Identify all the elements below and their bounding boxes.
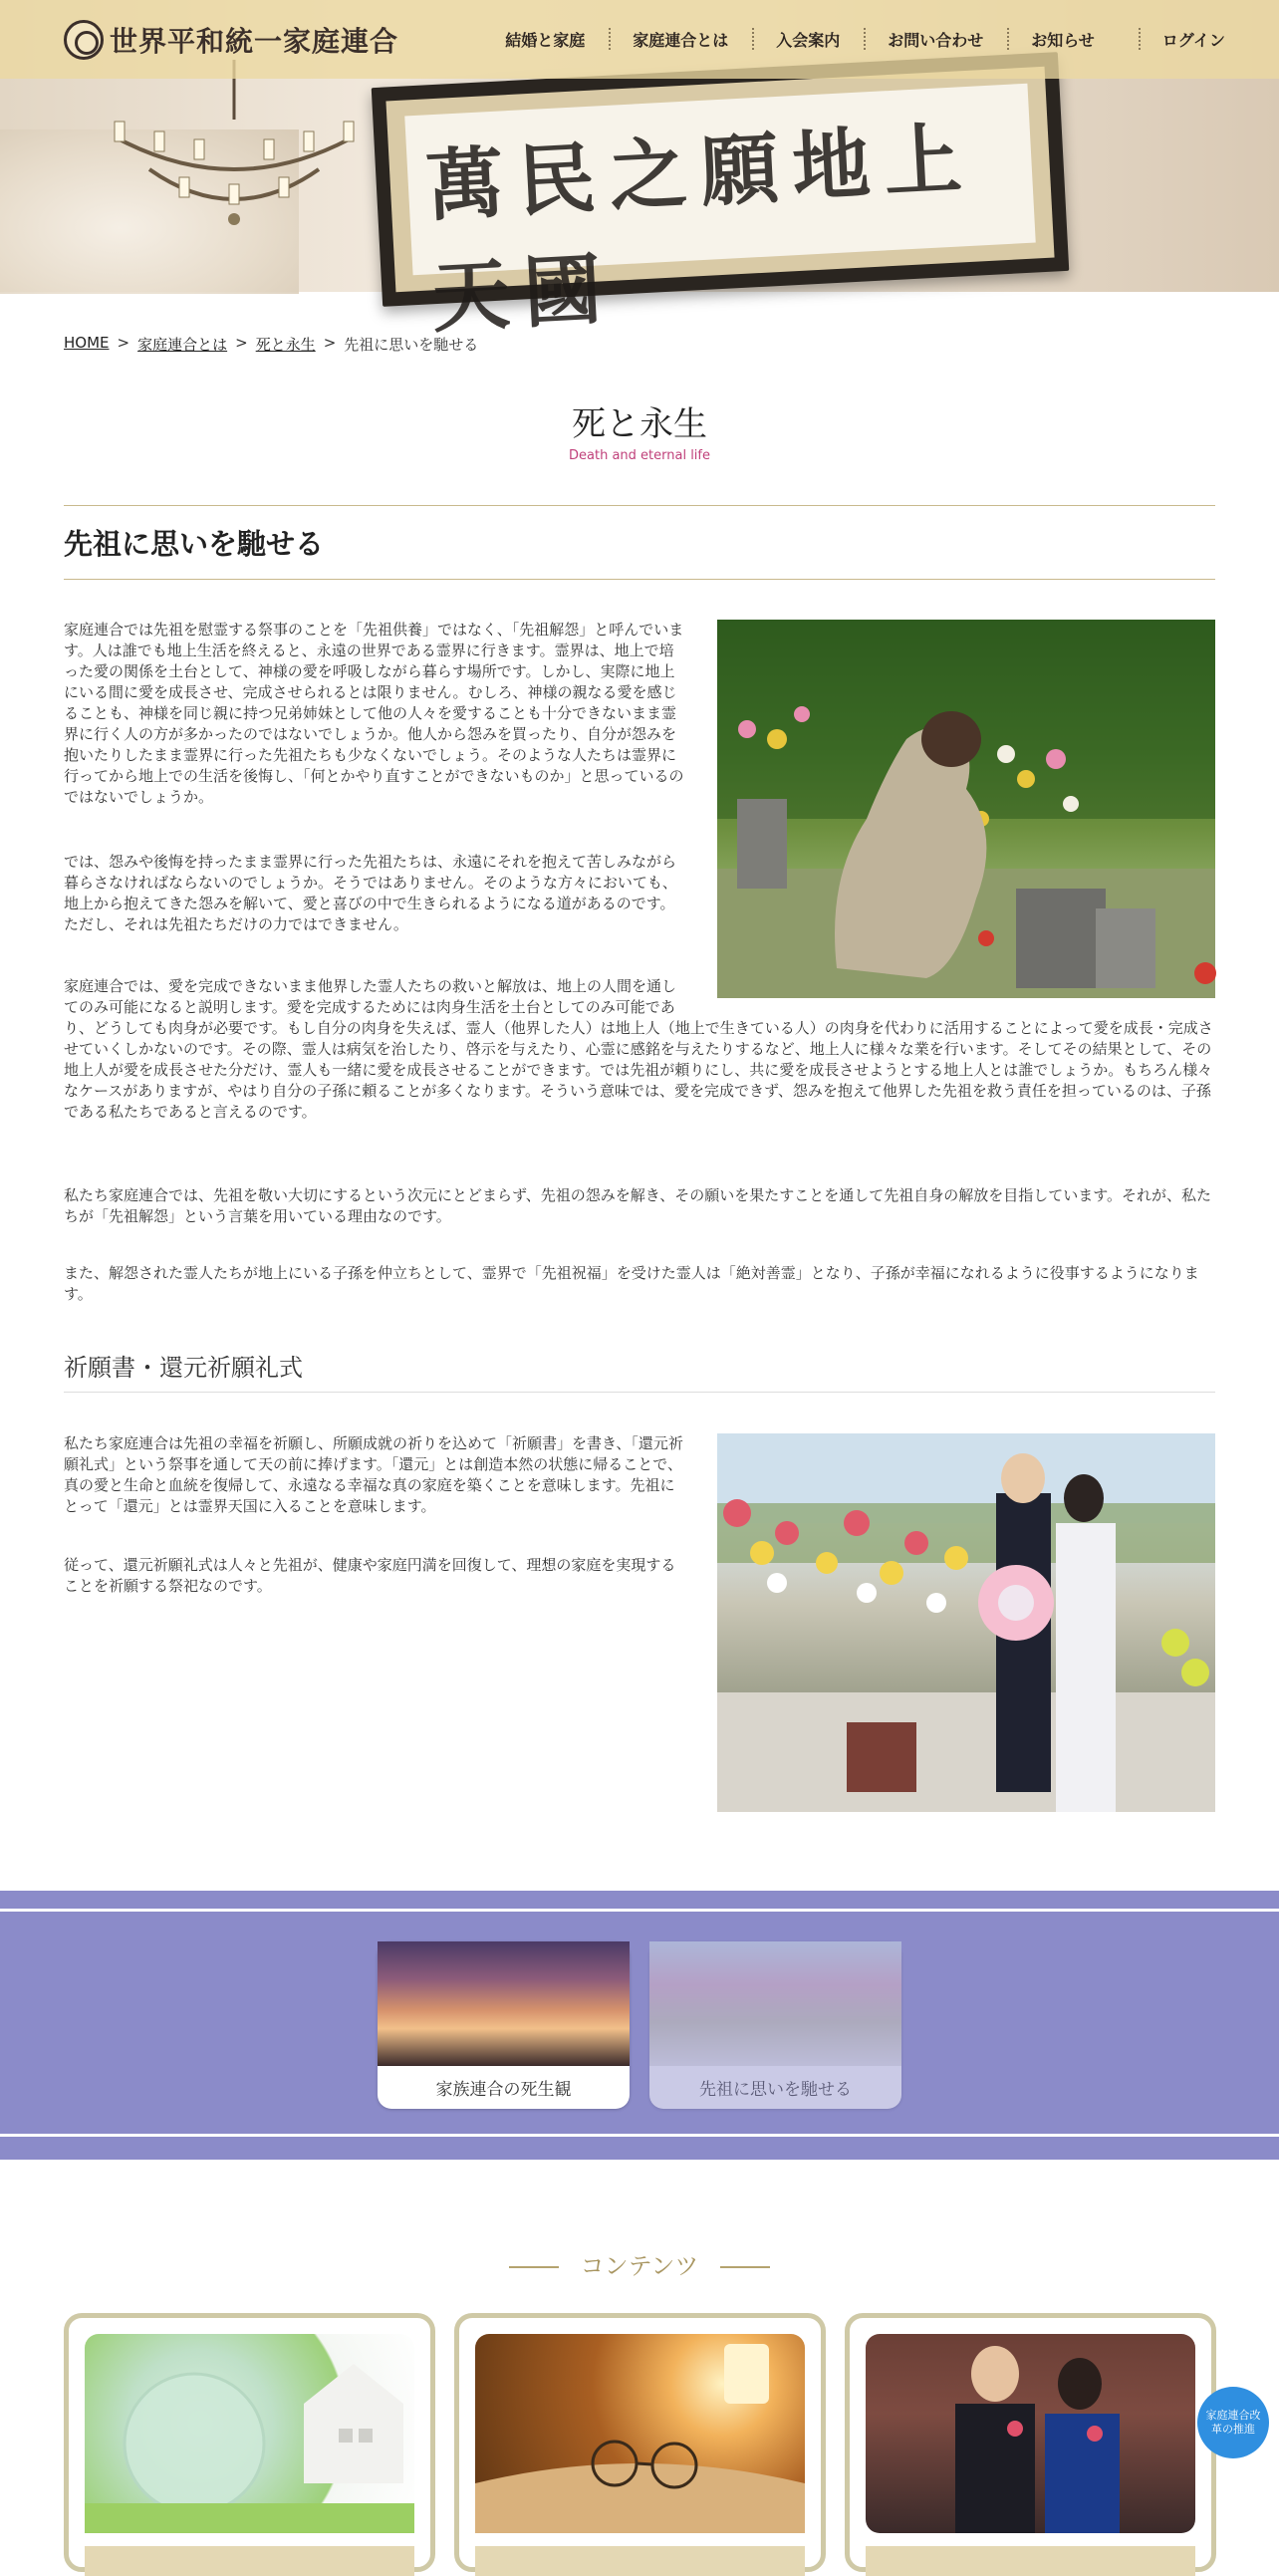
content-card-bar xyxy=(85,2546,414,2576)
related-card-ancestors[interactable] xyxy=(649,1941,901,2109)
related-pages-band xyxy=(0,1891,1279,2160)
content-card-bar xyxy=(475,2546,805,2576)
breadcrumb-home[interactable]: HOME xyxy=(64,334,110,352)
content-card[interactable] xyxy=(64,2313,435,2572)
contents-heading xyxy=(0,2246,1279,2281)
section-title: 先祖に思いを馳せる xyxy=(64,527,325,561)
breadcrumb-about[interactable]: 家庭連合とは xyxy=(137,336,228,354)
content-card-bar xyxy=(866,2546,1195,2576)
divider xyxy=(64,1392,1215,1393)
nav-item-marriage-family[interactable]: 結婚と家庭 xyxy=(505,31,586,50)
globe-and-house-image xyxy=(85,2334,414,2533)
breadcrumb xyxy=(64,334,478,355)
logo-text: 世界平和統一家庭連合 xyxy=(110,25,399,58)
login-button[interactable]: ログイン xyxy=(1139,0,1249,79)
header-bar xyxy=(0,0,1279,79)
sunset-clouds-image xyxy=(378,1941,630,2066)
content-card[interactable] xyxy=(454,2313,826,2572)
related-card-death-view[interactable] xyxy=(378,1941,630,2109)
logo-mark-icon xyxy=(64,20,104,60)
wreath-offering-image xyxy=(649,1941,901,2066)
related-card-label: 先祖に思いを馳せる xyxy=(699,2080,852,2100)
nav-item-news[interactable]: お知らせ xyxy=(1007,0,1119,79)
nav-item-about[interactable]: 家庭連合とは xyxy=(609,0,752,79)
page-title: 死と永生 xyxy=(572,404,707,444)
paragraph xyxy=(64,976,1215,1123)
nav-item-contact[interactable]: お問い合わせ xyxy=(864,0,1007,79)
paragraph: 従って、還元祈願礼式は人々と先祖が、健康や家庭円満を回復して、理想の家庭を実現することを祈願する祭祀なのです。 xyxy=(64,1556,676,1595)
chandelier-image xyxy=(100,60,369,249)
paragraph: 家庭連合では先祖を慰霊する祭事のことを「先祖供養」ではなく、「先祖解怨」と呼んでいます。人は誰でも地上生活を終えると、永遠の世界である霊界に行きます。霊界は、地上で培った愛の関係を土台として、神様の愛を呼吸しながら暮らす場所です。しかし、実際に地上にいる間に愛を成長させ、完成させられるとは限りません。むしろ、神様の親なる愛を感じることも、神様を同じ親に持つ兄弟姉妹として他の人々を愛することも十分できないまま霊界に行く人の方が多かったのではないでしょうか。他人から怨みを買ったり、自分が怨みを抱いたりしたまま霊界に行った先祖たちも少なくないでしょう。そのような人たちは霊界に行ってから地上での生活を後悔し、「何とかやり直すことができないものか」と思っているのではないでしょうか。 xyxy=(64,621,684,806)
breadcrumb-separator: > xyxy=(323,334,337,352)
sub-section-title: 祈願書・還元祈願礼式 xyxy=(64,1354,303,1382)
content-card[interactable] xyxy=(845,2313,1216,2572)
paragraph-text: 家庭連合では、愛を完成できないまま他界した霊人たちの救いと解放は、地上の人間を通してのみ可能になると説明します。愛を完成するためには肉身生活を土台としてのみ可能であり、どうしても肉身が必要です。もし自分の肉身を失えば、霊人（他界した人）は地上人（地上で生きている人）の肉身を代わりに活用することによって愛を成長・完成させていくしかないのです。その際、霊人は病気を治したり、啓示を与えたり、心霊に感銘を与えたりするなど、地上人に様々な業を行います。そしてその結果として、その地上人が愛を成長させた分だけ、霊人も一緒に愛を成長させることができます。では先祖が頼りにし、共に愛を成長させようとする地上人とは誰でしょうか。もちろん様々なケースがありますが、やはり自分の子孫に頼ることが多くなります。そういう意味では、愛を完成できず、怨みを抱えて他界した先祖を救う責任を担っているのは、子孫である私たちであると言えるのです。 xyxy=(64,977,1213,1121)
breadcrumb-separator: > xyxy=(235,334,248,352)
glasses-book-candle-image xyxy=(475,2334,805,2533)
breadcrumb-current: 先祖に思いを馳せる xyxy=(344,336,479,354)
main-nav xyxy=(481,0,1249,79)
page-subtitle: Death and eternal life xyxy=(569,448,710,463)
paragraph: では、怨みや後悔を持ったまま霊界に行った先祖たちは、永遠にそれを抱えて苦しみながら暮らさなければならないのでしょうか。そうではありません。そのような方々においても、地上から抱えてきた怨みを解いて、愛と喜びの中で生きられるようになる道があるのです。ただし、それは先祖たちだけの力ではできません。 xyxy=(64,853,677,933)
calligraphy-text: 萬民之願地上天國 xyxy=(423,113,978,345)
reform-promotion-button[interactable]: 家庭連合改革の推進 xyxy=(1197,2387,1269,2458)
related-card-label: 家族連合の死生観 xyxy=(435,2080,572,2100)
couple-offering-wreath-photo xyxy=(717,1433,1215,1812)
nav-item-join[interactable]: 入会案内 xyxy=(752,0,864,79)
site-logo[interactable] xyxy=(64,20,398,60)
calligraphy-frame xyxy=(372,52,1070,345)
band-divider xyxy=(0,1909,1279,1912)
breadcrumb-death-eternal-life[interactable]: 死と永生 xyxy=(255,336,316,354)
couple-portrait-image xyxy=(866,2334,1195,2533)
paragraph: 私たち家庭連合は先祖の幸福を祈願し、所願成就の祈りを込めて「祈願書」を書き、「還元祈願礼式」という祭事を通して天の前に捧げます。「還元」とは創造本然の状態に帰ることで、真の愛と生命と血統を復帰して、永遠なる幸福な真の家庭を築くことを意味します。先祖にとって「還元」とは霊界天国に入ることを意味します。 xyxy=(64,1434,683,1515)
paragraph: 私たち家庭連合では、先祖を敬い大切にするという次元にとどまらず、先祖の怨みを解き、その願いを果たすことを通して先祖自身の解放を目指しています。それが、私たちが「先祖解怨」という言葉を用いている理由なのです。 xyxy=(64,1186,1212,1225)
divider xyxy=(64,579,1215,580)
contents-heading-text: コンテンツ xyxy=(580,2252,699,2280)
paragraph: また、解怨された霊人たちが地上にいる子孫を仲立ちとして、霊界で「先祖祝福」を受けた霊人は「絶対善霊」となり、子孫が幸福になれるように役事するようになります。 xyxy=(64,1264,1199,1303)
divider xyxy=(64,505,1215,506)
band-divider xyxy=(0,2134,1279,2137)
kneeling-woman-at-grave-photo xyxy=(717,620,1215,998)
breadcrumb-separator: > xyxy=(117,334,130,352)
